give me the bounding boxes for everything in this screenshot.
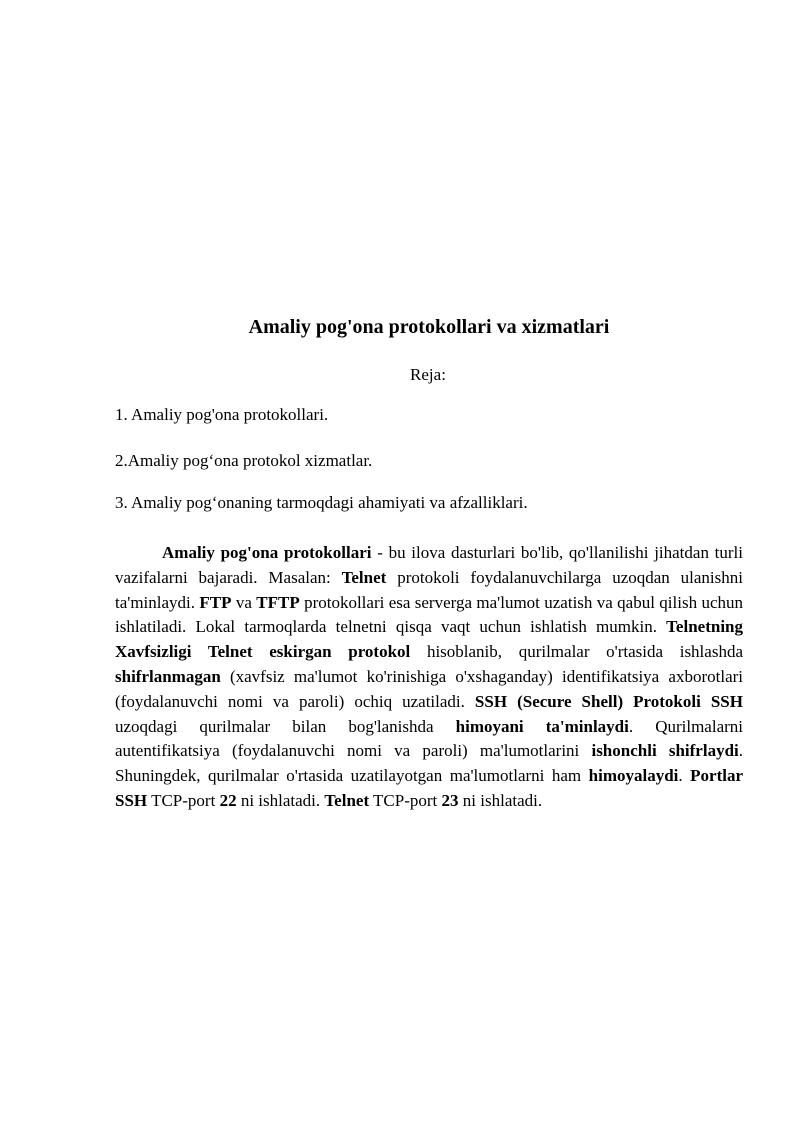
text-run-bold: TFTP xyxy=(256,592,300,612)
text-run: va xyxy=(231,592,257,612)
text-run: protokoli foydalanuvchilarga uzoqdan ulanishni ta'minlaydi. xyxy=(115,567,743,612)
text-run-bold: Telnet xyxy=(324,790,370,810)
text-run-bold: shifrlanmagan xyxy=(115,666,221,686)
text-run-bold: SSH (Secure Shell) Protokoli SSH xyxy=(474,691,743,711)
text-run: protokollari esa serverga ma'lumot uzatish va qabul qilish uchun ishlatiladi. Lokal tarmoqlarda telnetni qisqa vaqt uchun ishlatish mumkin. xyxy=(115,592,743,637)
text-run: TCP-port xyxy=(369,790,442,810)
plan-heading: Reja: xyxy=(410,365,446,384)
text-run-bold: FTP xyxy=(199,592,232,612)
document-title: Amaliy pog'ona protokollari va xizmatlari xyxy=(248,316,610,338)
plan-item: 2.Amaliy pog‘ona protokol xizmatlar. xyxy=(115,451,373,470)
text-run-bold: 22 xyxy=(219,790,237,810)
text-run-bold: himoyani ta'minlaydi xyxy=(455,716,629,736)
text-run: TCP-port xyxy=(147,790,220,810)
text-run: . Qurilmalarni autentifikatsiya (foydalanuvchi nomi va paroli) ma'lumotlarini xyxy=(115,716,743,761)
text-run: (xavfsiz ma'lumot ko'rinishiga o'xshaganday) identifikatsiya axborotlari (foydalanuvchi nomi va paroli) ochiq uzatiladi. xyxy=(115,666,743,711)
plan-item: 1. Amaliy pog'ona protokollari. xyxy=(115,405,329,424)
text-run: uzoqdagi qurilmalar bilan bog'lanishda xyxy=(115,716,456,736)
plan-item: 3. Amaliy pog‘onaning tarmoqdagi ahamiyati va afzalliklari. xyxy=(115,493,528,512)
text-run-bold: Telnetning Xavfsizligi Telnet eskirgan protokol xyxy=(115,617,743,662)
text-run: ni ishlatadi. xyxy=(458,790,543,810)
text-run: hisoblanib, qurilmalar o'rtasida ishlashda xyxy=(410,642,743,662)
text-run-bold: Amaliy pog'ona protokollari xyxy=(162,543,372,562)
text-run-bold: 23 xyxy=(441,790,459,810)
text-run-bold: Portlar SSH xyxy=(115,766,743,810)
text-run-bold: ishonchli shifrlaydi xyxy=(591,741,739,761)
body-paragraph xyxy=(115,541,743,814)
text-run: . xyxy=(678,766,691,786)
text-run-bold: himoyalaydi xyxy=(588,766,679,786)
text-run-bold: Telnet xyxy=(341,567,387,587)
text-run: . Shuningdek, qurilmalar o'rtasida uzatilayotgan ma'lumotlarni ham xyxy=(115,741,743,786)
text-run: ni ishlatadi. xyxy=(236,790,325,810)
text-run: - bu ilova dasturlari bo'lib, qo'llanilishi jihatdan turli vazifalarni bajaradi. Masalan: xyxy=(115,543,743,587)
